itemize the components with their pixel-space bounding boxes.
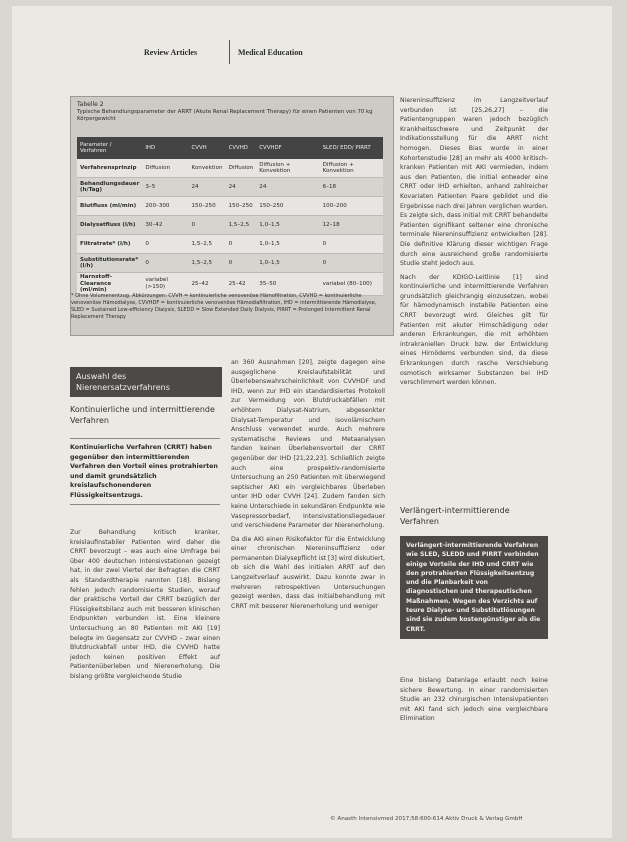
row-header-cell: Substitutionsrate* (l/h)	[77, 254, 142, 273]
row-header-cell: Dialysatfluss (l/h)	[77, 216, 142, 235]
rrt-table	[77, 137, 383, 296]
paragraph: Nach der KDIGO-Leitlinie [1] sind kontinuierliche und intermittierende Verfahren grundsätzlich gleichrangig einzusetzen, wobei für hämodynamisch instabile Patienten eine CRRT bevorzugt wird. Gleiches gilt für Patienten mit akuter Hirnschädigung oder anderen Erkrankungen, die mit erhöhtem intrakraniellen Druck bzw. der Entwicklung eines Hirnödems verbunden sind, da diese Erkrankungen durch rasche Verschiebung osmotisch wirksamer Substanzen bei IHD verschlimmert werden können.	[400, 273, 548, 387]
table-cell: 0	[320, 235, 383, 254]
table-cell: 0	[226, 235, 257, 254]
table-cell: 35–50	[256, 273, 319, 296]
table-row	[77, 216, 383, 235]
table-cell: 24	[226, 178, 257, 197]
row-header-cell: Blutfluss (ml/min)	[77, 197, 142, 216]
table-cell: 150–250	[226, 197, 257, 216]
table-cell: 150–250	[256, 197, 319, 216]
table-cell: 1,5–2,5	[189, 254, 226, 273]
table-cell: 0	[320, 254, 383, 273]
table-cell: 3–5	[142, 178, 188, 197]
table-cell: 30–42	[142, 216, 188, 235]
table-cell: 100–200	[320, 197, 383, 216]
row-header-cell: Harnstoff-Clearance (ml/min)	[77, 273, 142, 296]
table-header-row	[77, 137, 383, 159]
page-footer: © Anasth Intensivmed 2017;58:600-614 Aktiv Druck & Verlag GmbH	[330, 816, 523, 822]
table-cell: 1,0–1,5	[256, 254, 319, 273]
table-cell: 0	[142, 254, 188, 273]
table-header-cell: IHD	[142, 137, 188, 159]
header-left: Review Articles	[144, 48, 198, 57]
table-row	[77, 273, 383, 296]
table-row	[77, 254, 383, 273]
table-cell: Diffusion	[142, 159, 188, 178]
table-header-cell: CVVH	[189, 137, 226, 159]
column-3-text	[400, 96, 548, 388]
table-row	[77, 178, 383, 197]
table-cell: variabel (>150)	[142, 273, 188, 296]
table-cell: 200–300	[142, 197, 188, 216]
table-cell: 150–250	[189, 197, 226, 216]
paragraph: an 360 Ausnahmen [20], zeigte dagegen eine ausgeglichene Kreislaufstabilität und Überlebenswahrscheinlichkeit von CVVHDF und IHD, wenn zur IHD ein standardisiertes Protokoll zur Vermeidung von Blutdruckabfällen mit erhöhtem Dialysat-Natrium, abgesenkter Dialysat-Temperatur und isovolämischem Anschluss verwendet wurde. Auch mehrere systematische Reviews und Metaanalysen fanden keinen Überlebensvorteil der CRRT gegenüber der IHD [21,22,23]. Schließlich zeigte auch eine prospektiv-randomisierte Untersuchung an 250 Patienten mit überwiegend septischer AKI ein vergleichbares Überleben unter IHD oder CVVH [24]. Zudem fanden sich keine Unterschiede in sekundären Endpunkte wie Vasopressorbedarf, Intensivstationsliegedauer und verschiedene Parameter der Nierenerholung.	[231, 359, 385, 530]
paragraph: Da die AKI einen Risikofaktor für die Entwicklung einer chronischen Niereninsuffizienz oder permanenten Dialysepflicht ist [3] wird diskutiert, ob sich die Wahl des initialen ARRT auf den Langzeitverlauf auswirkt. Dazu konnte zwar in mehreren retrospektiven Untersuchungen gezeigt werden, dass das Initialbehandlung mit CRRT mit besserer Nierenerholung und weniger	[231, 535, 385, 610]
paragraph: Niereninsuffizienz im Langzeitverlauf verbunden ist [25,26,27] – die Patientengruppen waren jedoch bezüglich Krankheitsschwere und Zeitpunkt der Indikationsstellung für die ARRT nicht homogen. Dieses Bias wurde in einer Kohortenstudie [28] an mehr als 4000 kritisch-kranken Patienten mit AKI vermieden, indem aus den Patienten, die initial entweder eine CRRT oder IHD erhielten, anhand zahlreicher Kovariaten Patienten Paare gebildet und die Ergebnisse nach drei Jahren verglichen wurden. Es zeigte sich, dass initial mit CRRT behandelte Patienten signifikant seltener eine chronische terminale Niereninsuffizienz entwickelten [28]. Die definitive Klärung dieser wichtigen Frage durch eine ausreichend große randomisierte Studie steht jedoch aus.	[400, 97, 548, 268]
row-header-cell: Filtratrate* (l/h)	[77, 235, 142, 254]
table-cell: Diffusion + Konvektion	[256, 159, 319, 178]
table-cell: 25–42	[226, 273, 257, 296]
table-header-cell: CVVHDF	[256, 137, 319, 159]
table-cell: 1,5–2,5	[189, 235, 226, 254]
table-cell: Diffusion + Konvektion	[320, 159, 383, 178]
table-cell: Diffusion	[226, 159, 257, 178]
table-cell: 6–18	[320, 178, 383, 197]
column-2-text	[231, 358, 385, 611]
table-cell: 1,0–1,5	[256, 216, 319, 235]
row-header-cell: Verfahrensprinzip	[77, 159, 142, 178]
table-cell: 1,5–2,5	[226, 216, 257, 235]
table-label: Tabelle 2	[77, 101, 104, 108]
table-cell: 24	[256, 178, 319, 197]
table-header-cell: SLED/ EDD/ PIRRT	[320, 137, 383, 159]
highlight-box: Verlängert-intermittierende Verfahren wie SLED, SLEDD und PIRRT verbinden einige Vorteile der IHD und CRRT wie den protrahierten Flüssigkeitsentzug und die Planbarkeit von diagnostischen und therapeutischen Maßnahmen. Wegen des Verzichts auf teure Dialyse- und Substitutlösungen sind sie zudem kostengünstiger als die CRRT.	[400, 536, 548, 639]
table-row	[77, 235, 383, 254]
table-footnote: * Ohne Volumenentzug. Abkürzungen: CVVH = kontinuierliche venovenöse Hämofiltration, CVVHD = kontinuierliche venovenöse Hämodialyse, CVVHDF = kontinuierliche venovenöse Hämodiafiltration, IHD = intermittierende Hämodialyse, SLED = Sustained Low-efficiency Dialysis, SLEDD = Slow Extended Daily Dialysis, PIRRT = Prolonged Intermittent Renal Replacement Therapy	[71, 293, 377, 320]
table-cell: Konvektion	[189, 159, 226, 178]
table-cell: variabel (80–100)	[320, 273, 383, 296]
lead-paragraph: Kontinuierliche Verfahren (CRRT) haben gegenüber den intermittierenden Verfahren den Vorteil eines protrahierten und damit grundsätzlich kreislaufschonenderen Flüssigkeitsentzugs.	[70, 438, 220, 505]
table-cell: 25–42	[189, 273, 226, 296]
column-3-text-end	[400, 676, 548, 724]
table-cell: 24	[189, 178, 226, 197]
subheading-prolonged: Verlängert-intermittierende Verfahren	[400, 506, 510, 526]
paragraph: Eine bislang Datenlage erlaubt noch keine sichere Bewertung. In einer randomisierten Studie an 232 chirurgischen Intensivpatienten mit AKI fand sich jedoch eine vergleichbare Elimination	[400, 677, 548, 723]
table-cell: 0	[189, 216, 226, 235]
table-row	[77, 159, 383, 178]
column-1-text	[70, 528, 220, 682]
table-cell: 0	[142, 235, 188, 254]
table-caption: Typische Behandlungsparameter der ARRT (Akute Renal Replacement Therapy) für einen Patienten von 70 kg Körpergewicht	[77, 109, 373, 122]
header-right: Medical Education	[238, 48, 303, 57]
table-box	[70, 96, 394, 336]
table-header-cell: Parameter / Verfahren	[77, 137, 142, 159]
header-divider	[229, 40, 230, 64]
table-header-cell: CVVHD	[226, 137, 257, 159]
table-row	[77, 197, 383, 216]
subheading-continuous: Kontinuierliche und intermittierende Verfahren	[70, 405, 215, 425]
table-cell: 1,0–1,5	[256, 235, 319, 254]
table-cell: 12–18	[320, 216, 383, 235]
row-header-cell: Behandlungsdauer (h/Tag)	[77, 178, 142, 197]
table-cell: 0	[226, 254, 257, 273]
paragraph: Zur Behandlung kritisch kranker, kreislaufinstabiler Patienten wird daher die CRRT bevorzugt – was auch eine Umfrage bei über 400 deutschen Intensivstationen gezeigt hat, in der zwei Viertel der Befragten die CRRT als Standardtherapie nannten [18]. Bislang fehlen jedoch randomisierte Studien, worauf der praktische Vorteil der CRRT bezüglich der Flüssigkeitsbilanz auch mit besseren klinischen Endpunkten verbunden ist. Eine kleinere Untersuchung an 80 Patienten mit AKI [19] belegte im Gegensatz zur CVVHD – zwar einen Blutdruckabfall unter IHD, die CVVHD hatte jedoch keinen positiven Effekt auf Patientenüberleben und Nierenerholung. Die bislang größte vergleichende Studie	[70, 529, 220, 680]
section-title-box: Auswahl des Nierenersatzverfahrens	[70, 367, 222, 397]
